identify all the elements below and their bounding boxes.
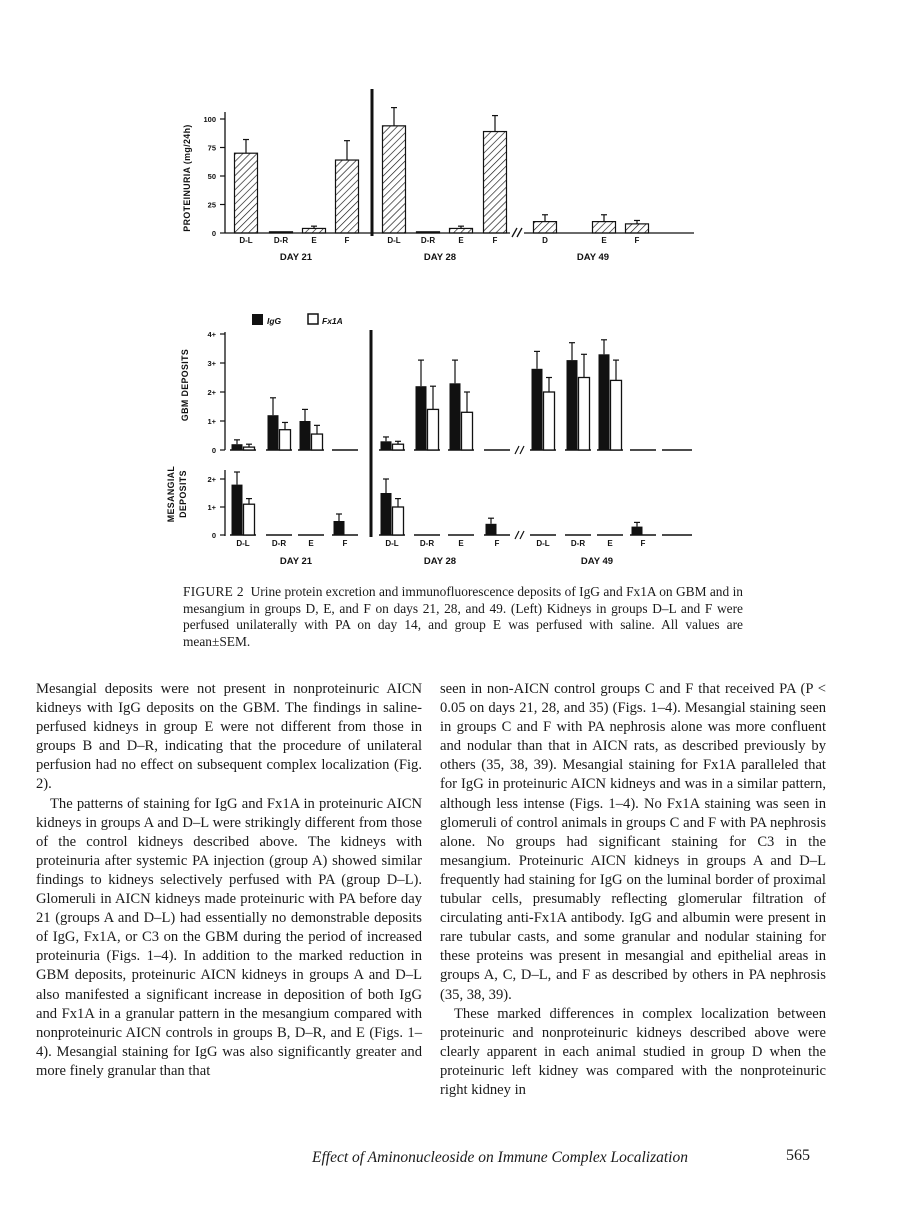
proteinuria-bar xyxy=(593,222,616,233)
proteinuria-bar xyxy=(626,224,649,233)
proteinuria-bar xyxy=(534,222,557,233)
gbm-fx1a-bar xyxy=(312,434,323,450)
legend-igg-label: IgG xyxy=(267,316,282,326)
legend-fx1a-swatch xyxy=(308,314,318,324)
proteinuria-error-bar xyxy=(391,108,397,126)
gbm-fx1a-bar xyxy=(428,409,439,450)
gbm-igg-bar xyxy=(381,441,392,450)
proteinuria-bar xyxy=(270,232,293,233)
axis-break-mark xyxy=(520,446,524,454)
mesangial-igg-error-bar xyxy=(336,514,342,521)
gbm-igg-bar xyxy=(300,421,311,450)
mesangial-igg-bar xyxy=(486,524,497,535)
mesangial-fx1a-bar xyxy=(244,504,255,535)
group-label: D-R xyxy=(273,236,289,245)
gbm-igg-bar xyxy=(268,415,279,450)
running-title: Effect of Aminonucleoside on Immune Complex Localization xyxy=(312,1149,688,1166)
gbm-igg-error-bar xyxy=(601,340,607,355)
y-tick-label: 0 xyxy=(211,229,216,238)
paragraph: These marked differences in complex localization between proteinuric and nonproteinuric kidneys described above were clearly apparent in each animal studied in group D when the proteinuric left kidney was compared with the nonproteinuric right kidney in xyxy=(440,1005,826,1098)
y-tick-label: 1+ xyxy=(207,503,216,512)
mesangial-deposits-chart xyxy=(166,466,225,540)
group-label: E xyxy=(601,236,607,245)
y-tick-label: 2+ xyxy=(207,475,216,484)
proteinuria-chart xyxy=(182,108,694,263)
mesangial-y-label-line2: DEPOSITS xyxy=(178,470,188,518)
paragraph: seen in non-AICN control groups C and F that received PA (P < 0.05 on days 21, 28, and 35) (Figs. 1–4). Mesangial staining seen in groups C and F with PA nephrosis alone was more confluent and nodular than that in AICN rats, as described previously by others (35, 38, 39). Mesangial staining for Fx1A paralleled that for IgG in proteinuric AICN kidneys and was in a similar pattern, although less intense (Figs. 1–4). No Fx1A staining was seen in glomeruli of control animals in groups C and F with PA nephrosis alone. No groups had significant staining for C3 in the mesangium. Proteinuric AICN kidneys in groups A and D–L frequently had staining for IgG on the luminal border of proximal tubular cells, presumably reflecting glomerular filtration of circulating anti-Fx1A antibody. IgG and albumin were present in rare tubular casts, and some granular and nodular staining for these proteins was present in mesangial and epithelial areas in groups A, C, D–L, and F as described by others in PA nephrosis (35, 38, 39). xyxy=(440,681,826,1003)
group-label: E xyxy=(458,539,464,548)
body-right-column xyxy=(440,680,826,1100)
proteinuria-error-bar xyxy=(344,141,350,160)
day-label: DAY 28 xyxy=(423,252,457,263)
gbm-y-label: GBM DEPOSITS xyxy=(180,348,190,422)
group-label: F xyxy=(634,236,640,245)
proteinuria-bar xyxy=(336,160,359,233)
proteinuria-bar xyxy=(450,228,473,233)
group-label: D-R xyxy=(420,236,436,245)
gbm-fx1a-error-bar xyxy=(581,354,587,377)
gbm-igg-error-bar xyxy=(302,409,308,421)
y-tick-label: 75 xyxy=(207,143,216,153)
day-label: DAY 21 xyxy=(279,556,313,567)
gbm-igg-bar xyxy=(532,369,543,450)
gbm-fx1a-bar xyxy=(579,378,590,451)
group-label: F xyxy=(492,236,498,245)
group-label: F xyxy=(640,539,646,548)
day-label: DAY 21 xyxy=(279,252,313,263)
figure-svg xyxy=(0,0,898,580)
gbm-fx1a-error-bar xyxy=(282,422,288,429)
axis-break-mark xyxy=(515,446,519,454)
mesangial-fx1a-error-bar xyxy=(395,499,401,507)
proteinuria-error-bar xyxy=(243,140,249,154)
gbm-fx1a-bar xyxy=(393,444,404,450)
mesangial-fx1a-bar xyxy=(393,507,404,535)
axis-break-mark xyxy=(517,228,522,237)
proteinuria-error-bar xyxy=(492,116,498,132)
gbm-fx1a-error-bar xyxy=(546,378,552,393)
group-label: E xyxy=(308,539,314,548)
y-tick-label: 0 xyxy=(211,446,216,455)
gbm-deposits-chart xyxy=(180,330,225,455)
group-label: E xyxy=(311,236,317,245)
proteinuria-error-bar xyxy=(601,215,607,222)
mesangial-igg-bar xyxy=(334,521,345,535)
mesangial-igg-error-bar xyxy=(234,472,240,485)
gbm-fx1a-error-bar xyxy=(430,386,436,409)
axis-break-mark xyxy=(512,228,517,237)
proteinuria-bar xyxy=(383,126,406,233)
group-label: D-L xyxy=(536,539,550,548)
proteinuria-bar xyxy=(303,228,326,233)
group-label: D xyxy=(542,236,548,245)
day-label: DAY 49 xyxy=(576,252,610,263)
gbm-igg-bar xyxy=(450,383,461,450)
mesangial-igg-error-bar xyxy=(383,479,389,493)
figure-2 xyxy=(0,0,898,580)
y-tick-label: 1+ xyxy=(207,417,216,426)
group-label: F xyxy=(344,236,350,245)
proteinuria-error-bar xyxy=(542,215,548,222)
group-label: D-R xyxy=(570,539,586,548)
paragraph: Mesangial deposits were not present in nonproteinuric AICN kidneys with IgG deposits on the GBM. The findings in saline-perfused kidneys in group E were not different from those in groups B and D–R, indicating that the procedure of unilateral perfusion had no effect on subsequent complex localization (Fig. 2). xyxy=(36,681,422,793)
proteinuria-bar xyxy=(235,153,258,233)
paragraph: The patterns of staining for IgG and Fx1A in proteinuric AICN kidneys in groups A and D–L were strikingly different from those of the control kidneys described above. The kidneys with proteinuria after systemic PA injection (group A) showed similar findings to kidneys selectively perfused with PA (group D–L). Glomeruli in AICN kidneys made proteinuric with PA before day 21 (groups A and D–L) had essentially no demonstrable deposits of IgG, Fx1A, or C3 on the GBM during the period of increased proteinuria (Figs. 1–4). In addition to the marked reduction in GBM deposits, proteinuric AICN kidneys in groups A and D–L also manifested a significant increase in deposition of both IgG and Fx1A in a granular pattern in the mesangium compared with nonproteinuric AICN controls in groups B, D–R, and E (Figs. 1–4). Mesangial staining for IgG was also significantly greater and more finely granular than that xyxy=(36,795,422,1079)
group-label: F xyxy=(494,539,500,548)
gbm-igg-bar xyxy=(416,386,427,450)
gbm-igg-bar xyxy=(567,360,578,450)
y-tick-label: 2+ xyxy=(207,388,216,397)
group-label: D-R xyxy=(271,539,287,548)
gbm-igg-bar xyxy=(599,354,610,450)
mesangial-igg-bar xyxy=(381,493,392,535)
gbm-fx1a-error-bar xyxy=(464,392,470,412)
gbm-fx1a-bar xyxy=(244,447,255,450)
axis-break-mark xyxy=(515,531,519,539)
y-tick-label: 4+ xyxy=(207,330,216,339)
mesangial-igg-error-bar xyxy=(488,518,494,524)
mesangial-igg-error-bar xyxy=(634,522,640,526)
gbm-igg-error-bar xyxy=(534,351,540,368)
legend-fx1a-label: Fx1A xyxy=(322,316,343,326)
y-tick-label: 25 xyxy=(207,200,216,210)
gbm-igg-error-bar xyxy=(569,343,575,360)
group-label: D-L xyxy=(236,539,250,548)
group-label: E xyxy=(607,539,613,548)
gbm-igg-error-bar xyxy=(383,437,389,441)
day-label: DAY 49 xyxy=(580,556,614,567)
mesangial-igg-bar xyxy=(632,527,643,535)
mesangial-igg-bar xyxy=(232,485,243,535)
group-label: D-L xyxy=(385,539,399,548)
group-label: D-R xyxy=(419,539,435,548)
gbm-fx1a-bar xyxy=(611,380,622,450)
day-label: DAY 28 xyxy=(423,556,457,567)
figure-caption-text: Urine protein excretion and immunofluorescence deposits of IgG and Fx1A on GBM and in mesangium in groups D, E, and F on days 21, 28, and 49. (Left) Kidneys in groups D–L and F were perfused unilaterally with PA on day 14, and group E was perfused with saline. All values are mean±SEM. xyxy=(183,584,743,649)
gbm-fx1a-error-bar xyxy=(613,360,619,380)
gbm-igg-error-bar xyxy=(452,360,458,383)
figure-caption xyxy=(183,584,743,650)
group-label: E xyxy=(458,236,464,245)
gbm-fx1a-error-bar xyxy=(314,425,320,434)
group-label: D-L xyxy=(387,236,401,245)
proteinuria-bar xyxy=(417,232,440,233)
page-number: 565 xyxy=(786,1147,810,1164)
y-tick-label: 50 xyxy=(207,172,216,181)
group-label: D-L xyxy=(239,236,253,245)
y-tick-label: 0 xyxy=(211,531,216,540)
gbm-fx1a-bar xyxy=(280,430,291,450)
proteinuria-bar xyxy=(484,132,507,233)
y-tick-label: 3+ xyxy=(207,359,216,368)
gbm-fx1a-bar xyxy=(544,392,555,450)
legend xyxy=(252,314,343,326)
mesangial-y-label-line1: MESANGIAL xyxy=(166,465,176,523)
gbm-igg-error-bar xyxy=(418,360,424,386)
gbm-igg-bar xyxy=(232,444,243,450)
proteinuria-y-label: PROTEINURIA (mg/24h) xyxy=(182,124,192,232)
gbm-igg-error-bar xyxy=(234,440,240,444)
body-left-column xyxy=(36,680,422,1081)
legend-igg-swatch xyxy=(252,314,263,325)
gbm-igg-error-bar xyxy=(270,398,276,415)
group-label: F xyxy=(342,539,348,548)
figure-caption-label: FIGURE 2 xyxy=(183,584,244,599)
y-tick-label: 100 xyxy=(203,115,216,124)
axis-break-mark xyxy=(520,531,524,539)
gbm-fx1a-bar xyxy=(462,412,473,450)
mesangial-fx1a-error-bar xyxy=(246,499,252,505)
